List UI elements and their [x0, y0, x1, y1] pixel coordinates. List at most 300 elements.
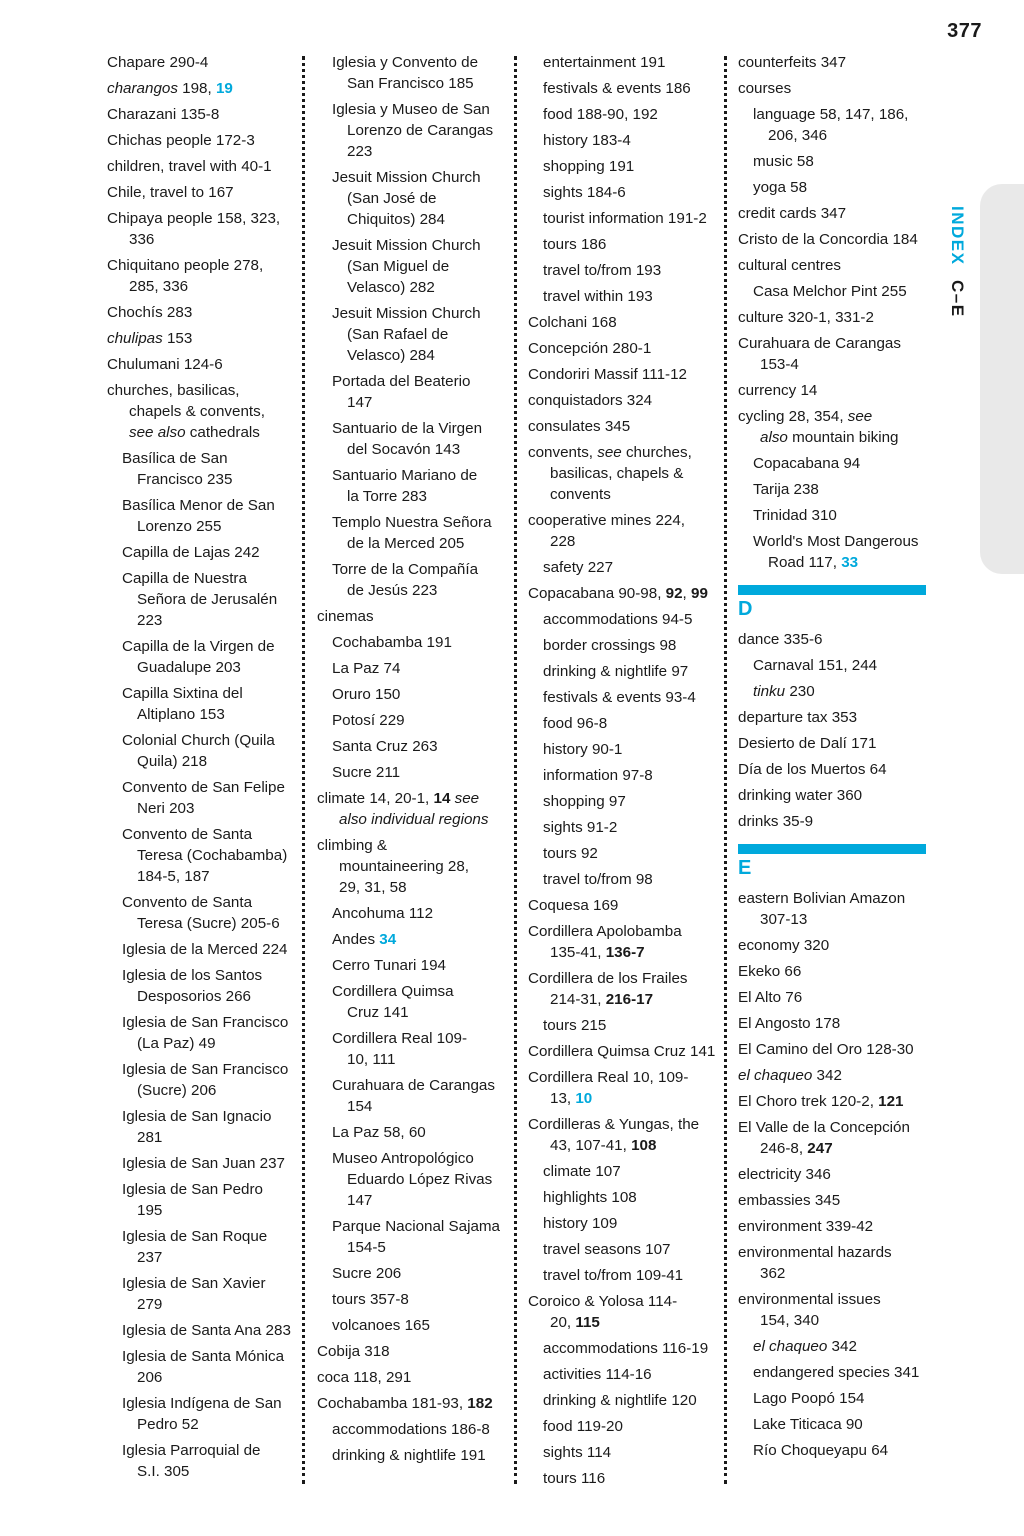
entry-line — [543, 869, 716, 890]
entry-text: Teresa (Cochabamba) — [137, 847, 288, 864]
entry-text: Chipaya people 158, 323, — [107, 210, 281, 227]
entry-text: Basílica Menor de San — [122, 497, 275, 514]
entry-text: 228 — [550, 533, 576, 550]
entry-line — [738, 935, 926, 956]
entry-text: credit cards 347 — [738, 205, 847, 222]
entry-text: Colchani 168 — [528, 314, 617, 331]
entry-text: Iglesia de Santa Mónica — [122, 1348, 285, 1365]
entry-text: 147 — [347, 394, 373, 411]
entry-text: Chochís 283 — [107, 304, 193, 321]
index-entry — [738, 811, 926, 832]
index-subentry — [528, 713, 716, 734]
entry-text: Coroico & Yolosa 114- — [528, 1293, 678, 1310]
entry-line — [317, 835, 505, 856]
entry-text: cathedrals — [185, 424, 260, 441]
entry-line — [122, 1273, 295, 1294]
entry-text: convents, — [528, 444, 598, 461]
entry-text: Lake Titicaca 90 — [753, 1416, 863, 1433]
entry-line — [317, 856, 505, 877]
index-subentry — [528, 1468, 716, 1489]
entry-text: Desposorios 266 — [137, 988, 251, 1005]
entry-line — [753, 453, 926, 474]
index-subentry — [528, 635, 716, 656]
entry-text: environmental hazards — [738, 1244, 892, 1261]
entry-line — [332, 762, 505, 783]
entry-text: Jesuit Mission Church — [332, 169, 481, 186]
index-subentry — [528, 104, 716, 125]
entry-line — [543, 1416, 716, 1437]
entry-text: El Angosto 178 — [738, 1015, 841, 1032]
entry-text: chapels & convents, — [129, 403, 265, 420]
entry-line — [122, 986, 295, 1007]
index-subentry — [317, 1445, 505, 1466]
index-entry — [738, 759, 926, 780]
index-subentry — [107, 1226, 295, 1268]
index-entry — [528, 1041, 716, 1062]
entry-line — [332, 1216, 505, 1237]
entry-line — [738, 255, 926, 276]
entry-line — [528, 1135, 716, 1156]
entry-line — [332, 1049, 505, 1070]
entry-line — [122, 845, 295, 866]
entry-line — [528, 1041, 716, 1062]
index-subentry — [317, 632, 505, 653]
entry-line — [753, 1336, 926, 1357]
italic-text: chulipas — [107, 330, 163, 347]
entry-line — [543, 1187, 716, 1208]
entry-line — [317, 1393, 505, 1414]
index-subentry — [317, 658, 505, 679]
entry-line — [332, 52, 505, 73]
italic-text: see also — [129, 424, 186, 441]
index-subentry — [738, 1414, 926, 1435]
entry-text: yoga 58 — [753, 179, 808, 196]
entry-line — [738, 785, 926, 806]
entry-text: Iglesia y Museo de San — [332, 101, 490, 118]
index-entry — [738, 935, 926, 956]
entry-text: Road 117, — [768, 554, 842, 571]
entry-text: Río Choqueyapu 64 — [753, 1442, 889, 1459]
column-separator — [514, 56, 517, 1484]
entry-line — [528, 1291, 716, 1312]
entry-text: Templo Nuestra Señora — [332, 514, 492, 531]
index-entry — [738, 733, 926, 754]
index-subentry — [317, 1315, 505, 1336]
index-subentry — [528, 130, 716, 151]
index-subentry — [317, 1216, 505, 1258]
entry-line — [107, 354, 295, 375]
map-page-ref: 34 — [379, 931, 397, 948]
entry-line — [543, 260, 716, 281]
index-entry — [528, 583, 716, 604]
entry-line — [738, 354, 926, 375]
entry-line — [107, 52, 295, 73]
entry-line — [543, 1213, 716, 1234]
entry-line — [528, 583, 716, 604]
entry-text: Iglesia Parroquial de — [122, 1442, 261, 1459]
index-subentry — [317, 1419, 505, 1440]
entry-text: Tarija 238 — [753, 481, 819, 498]
index-column-3 — [528, 52, 716, 1494]
index-subentry — [107, 824, 295, 887]
index-entry — [107, 78, 295, 99]
entry-text: accommodations 116-19 — [543, 1340, 709, 1357]
entry-line — [738, 1216, 926, 1237]
entry-text: 206 — [137, 1369, 163, 1386]
section-letter: D — [738, 598, 753, 620]
entry-line — [543, 635, 716, 656]
italic-text: also individual regions — [339, 811, 489, 828]
entry-text: (San Miguel de — [347, 258, 450, 275]
entry-line — [332, 303, 505, 324]
index-subentry — [738, 1440, 926, 1461]
index-entry — [317, 1367, 505, 1388]
entry-text: mountaineering 28, — [339, 858, 470, 875]
entry-line — [122, 1294, 295, 1315]
entry-text: embassies 345 — [738, 1192, 841, 1209]
entry-text: 279 — [137, 1296, 163, 1313]
index-entry — [528, 1114, 716, 1156]
entry-line — [738, 1013, 926, 1034]
entry-text: history 183-4 — [543, 132, 631, 149]
entry-text: Cordillera Real 109- — [332, 1030, 468, 1047]
entry-text: 223 — [347, 143, 373, 160]
entry-text: 307-13 — [760, 911, 808, 928]
entry-text: travel seasons 107 — [543, 1241, 671, 1258]
entry-line — [543, 130, 716, 151]
italic-text: charangos — [107, 80, 178, 97]
entry-line — [332, 1237, 505, 1258]
entry-line — [543, 286, 716, 307]
index-entry — [738, 1065, 926, 1086]
entry-line — [528, 416, 716, 437]
index-subentry — [528, 817, 716, 838]
entry-line — [738, 1091, 926, 1112]
entry-text: 153-4 — [760, 356, 799, 373]
entry-text: shopping 97 — [543, 793, 626, 810]
entry-line — [528, 338, 716, 359]
entry-text: travel to/from 109-41 — [543, 1267, 684, 1284]
entry-line — [332, 1096, 505, 1117]
italic-text: also — [760, 429, 788, 446]
index-subentry — [107, 542, 295, 563]
entry-line — [543, 739, 716, 760]
entry-text: economy 320 — [738, 937, 830, 954]
entry-line — [738, 333, 926, 354]
index-subentry — [317, 1289, 505, 1310]
index-subentry — [107, 777, 295, 819]
entry-line — [332, 1263, 505, 1284]
entry-text: highlights 108 — [543, 1189, 637, 1206]
entry-text: Santa Cruz 263 — [332, 738, 438, 755]
entry-text: Curahuara de Carangas — [738, 335, 901, 352]
entry-text: accommodations 186-8 — [332, 1421, 490, 1438]
entry-line — [122, 1346, 295, 1367]
index-subentry — [528, 557, 716, 578]
entry-line — [332, 120, 505, 141]
index-entry — [528, 968, 716, 1010]
entry-text: Cordilleras & Yungas, the — [528, 1116, 700, 1133]
entry-text: Chiquitano people 278, — [107, 257, 264, 274]
entry-line — [332, 324, 505, 345]
entry-line — [332, 632, 505, 653]
entry-text: Cerro Tunari 194 — [332, 957, 446, 974]
entry-line — [753, 552, 926, 573]
entry-line — [122, 1127, 295, 1148]
index-entry — [738, 78, 926, 99]
entry-line — [122, 683, 295, 704]
entry-line — [332, 465, 505, 486]
entry-text: conquistadors 324 — [528, 392, 653, 409]
index-entry — [738, 629, 926, 650]
entry-text: convents — [550, 486, 611, 503]
entry-line — [543, 791, 716, 812]
index-entry — [738, 1091, 926, 1112]
entry-text: La Paz 58, 60 — [332, 1124, 426, 1141]
index-entry — [738, 987, 926, 1008]
entry-line — [543, 609, 716, 630]
index-subentry — [528, 182, 716, 203]
index-entry — [528, 1291, 716, 1333]
index-subentry — [107, 965, 295, 1007]
entry-text: 285, 336 — [129, 278, 189, 295]
index-subentry — [107, 1320, 295, 1341]
entry-line — [543, 1442, 716, 1463]
entry-text: Trinidad 310 — [753, 507, 837, 524]
entry-text: Cordillera Apolobamba — [528, 923, 682, 940]
index-subentry — [738, 1388, 926, 1409]
entry-text: currency 14 — [738, 382, 818, 399]
entry-text: Iglesia Indígena de San — [122, 1395, 282, 1412]
entry-line — [332, 141, 505, 162]
entry-text: Capilla de Nuestra — [122, 570, 247, 587]
entry-line — [332, 392, 505, 413]
entry-text: music 58 — [753, 153, 814, 170]
index-entry — [528, 510, 716, 552]
entry-text: Eduardo López Rivas — [347, 1171, 493, 1188]
index-subentry — [528, 609, 716, 630]
entry-line — [122, 866, 295, 887]
entry-line — [122, 751, 295, 772]
entry-text: Concepción 280-1 — [528, 340, 652, 357]
index-subentry — [107, 636, 295, 678]
entry-text: Potosí 229 — [332, 712, 405, 729]
entry-line — [543, 817, 716, 838]
entry-line — [528, 1088, 716, 1109]
index-subentry — [528, 1161, 716, 1182]
index-entry — [738, 229, 926, 250]
index-entry — [317, 835, 505, 898]
entry-text: (San Rafael de — [347, 326, 449, 343]
entry-text: Señora de Jerusalén — [137, 591, 278, 608]
entry-text: churches, — [621, 444, 692, 461]
entry-line — [122, 589, 295, 610]
entry-line — [122, 1033, 295, 1054]
bold-page-ref: 216-17 — [605, 991, 654, 1008]
index-entry — [528, 895, 716, 916]
entry-line — [332, 512, 505, 533]
entry-line — [122, 1012, 295, 1033]
entry-line — [122, 913, 295, 934]
entry-line — [122, 824, 295, 845]
entry-text: Copacabana 90-98, — [528, 585, 666, 602]
entry-line — [738, 707, 926, 728]
entry-line — [122, 1440, 295, 1461]
entry-line — [528, 442, 716, 463]
entry-line — [528, 942, 716, 963]
entry-line — [107, 104, 295, 125]
entry-text: Chiquitos) 284 — [347, 211, 445, 228]
entry-line — [317, 877, 505, 898]
entry-text: Cordillera Quimsa Cruz 141 — [528, 1043, 716, 1060]
index-entry — [738, 307, 926, 328]
entry-line — [528, 312, 716, 333]
entry-line — [107, 130, 295, 151]
entry-text: 153 — [162, 330, 193, 347]
index-subentry — [738, 281, 926, 302]
entry-line — [122, 1414, 295, 1435]
entry-line — [753, 1440, 926, 1461]
entry-text: accommodations 94-5 — [543, 611, 693, 628]
index-subentry — [528, 1213, 716, 1234]
index-subentry — [317, 736, 505, 757]
entry-line — [543, 208, 716, 229]
entry-line — [738, 1190, 926, 1211]
index-entry — [107, 156, 295, 177]
bold-page-ref: 92 — [665, 585, 683, 602]
entry-line — [738, 733, 926, 754]
index-entry — [528, 338, 716, 359]
entry-text: tours 116 — [543, 1470, 606, 1487]
entry-line — [122, 1367, 295, 1388]
entry-line — [122, 568, 295, 589]
index-subentry — [738, 104, 926, 146]
entry-line — [332, 1315, 505, 1336]
entry-line — [738, 307, 926, 328]
index-subentry — [317, 167, 505, 230]
entry-text: , — [682, 585, 691, 602]
index-subentry — [528, 208, 716, 229]
entry-line — [122, 1226, 295, 1247]
index-entry — [107, 208, 295, 250]
index-subentry — [107, 1153, 295, 1174]
index-subentry — [317, 981, 505, 1023]
entry-line — [543, 1239, 716, 1260]
entry-line — [122, 516, 295, 537]
section-rule — [738, 844, 926, 854]
index-subentry — [107, 1179, 295, 1221]
entry-text: 230 — [785, 683, 815, 700]
entry-line — [107, 208, 295, 229]
index-subentry — [528, 1416, 716, 1437]
entry-line — [753, 125, 926, 146]
entry-text: 147 — [347, 1192, 373, 1209]
entry-text: Chapare 290-4 — [107, 54, 209, 71]
entry-text: El Valle de la Concepción — [738, 1119, 910, 1136]
index-subentry — [317, 684, 505, 705]
entry-line — [122, 965, 295, 986]
entry-text: 184-5, 187 — [137, 868, 210, 885]
entry-line — [753, 1362, 926, 1383]
index-entry — [738, 203, 926, 224]
index-entry — [738, 1013, 926, 1034]
entry-line — [332, 99, 505, 120]
index-subentry — [528, 260, 716, 281]
index-entry — [528, 312, 716, 333]
entry-line — [528, 968, 716, 989]
entry-line — [332, 955, 505, 976]
page-number: 377 — [947, 20, 982, 42]
entry-line — [543, 182, 716, 203]
entry-line — [753, 1388, 926, 1409]
entry-line — [122, 798, 295, 819]
entry-line — [332, 1028, 505, 1049]
entry-text: 10, 111 — [347, 1051, 396, 1068]
column-separator — [302, 56, 305, 1484]
entry-text: culture 320-1, 331-2 — [738, 309, 874, 326]
entry-line — [543, 557, 716, 578]
entry-text: 135-41, — [550, 944, 606, 961]
index-subentry — [738, 479, 926, 500]
index-subentry — [107, 448, 295, 490]
entry-text: Velasco) 282 — [347, 279, 435, 296]
index-subentry — [528, 1390, 716, 1411]
entry-text: tours 357-8 — [332, 1291, 409, 1308]
entry-text: food 188-90, 192 — [543, 106, 658, 123]
entry-line — [738, 1289, 926, 1310]
entry-line — [753, 681, 926, 702]
entry-line — [738, 961, 926, 982]
entry-line — [332, 580, 505, 601]
index-subentry — [317, 1148, 505, 1211]
entry-line — [332, 345, 505, 366]
entry-text: Torre de la Compañía — [332, 561, 479, 578]
entry-line — [107, 78, 295, 99]
index-subentry — [528, 1239, 716, 1260]
index-entry — [738, 380, 926, 401]
entry-text: border crossings 98 — [543, 637, 677, 654]
index-entry — [107, 255, 295, 297]
italic-text: tinku — [753, 683, 786, 700]
entry-line — [753, 505, 926, 526]
entry-line — [332, 903, 505, 924]
index-entry — [528, 416, 716, 437]
entry-text: Jesuit Mission Church — [332, 237, 481, 254]
entry-line — [317, 809, 505, 830]
index-entry — [107, 380, 295, 443]
entry-line — [107, 255, 295, 276]
entry-line — [543, 1468, 716, 1489]
entry-line — [122, 730, 295, 751]
italic-text: see — [847, 408, 873, 425]
entry-line — [528, 921, 716, 942]
entry-line — [738, 1065, 926, 1086]
entry-line — [107, 182, 295, 203]
entry-text: 13, — [550, 1090, 576, 1107]
entry-text: Teresa (Sucre) 205-6 — [137, 915, 280, 932]
entry-line — [122, 1393, 295, 1414]
entry-line — [107, 380, 295, 401]
entry-line — [738, 229, 926, 250]
entry-text: eastern Bolivian Amazon — [738, 890, 906, 907]
entry-text: Santuario Mariano de — [332, 467, 478, 484]
index-entry — [738, 1117, 926, 1159]
entry-line — [332, 1148, 505, 1169]
index-subentry — [528, 869, 716, 890]
entry-text: Cordillera Quimsa — [332, 983, 454, 1000]
entry-line — [543, 843, 716, 864]
entry-text: Velasco) 284 — [347, 347, 435, 364]
